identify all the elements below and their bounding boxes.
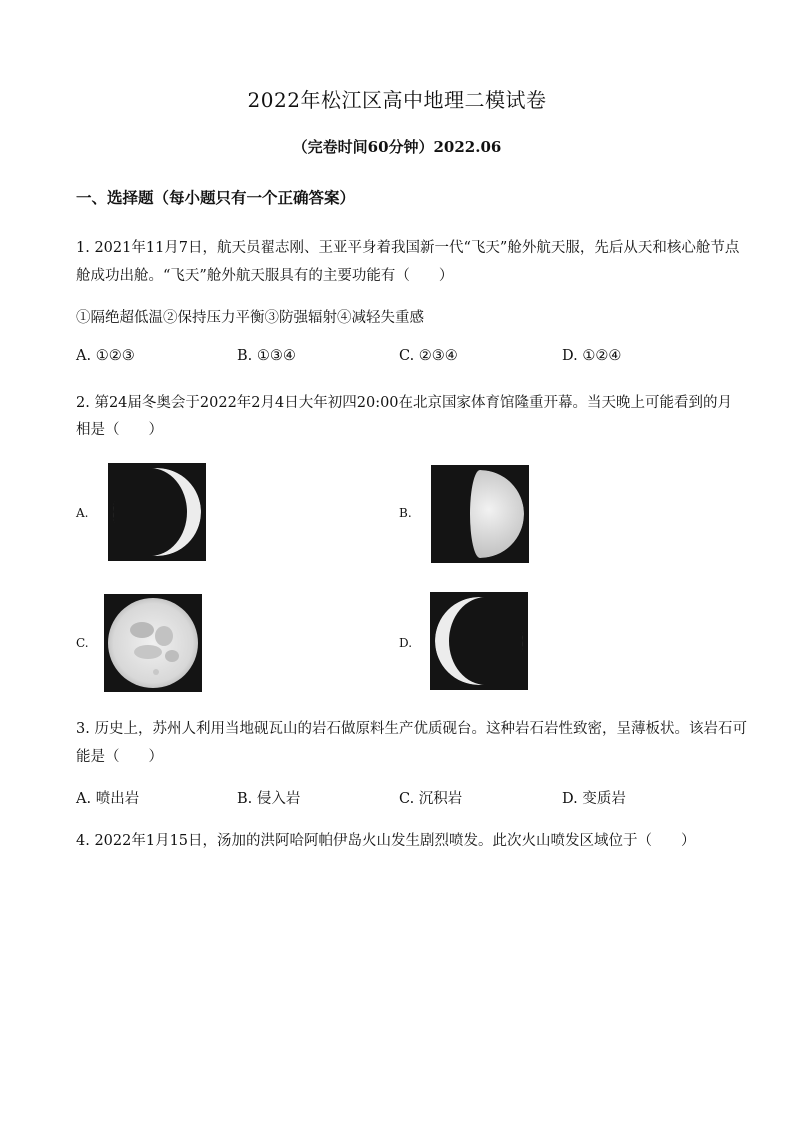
q1-statements: ①隔绝超低温②保持压力平衡③防强辐射④减轻失重感 [76,310,424,326]
exam-subtitle: （完卷时间60分钟）2022.06 [292,138,502,156]
section-heading: 一、选择题（每小题只有一个正确答案） [76,188,356,207]
q2-option-c-label[interactable]: C. [76,636,89,650]
q1-option-c[interactable]: C. ②③④ [399,348,458,364]
q1-option-d[interactable]: D. ①②④ [562,348,622,364]
q3-option-a[interactable]: A. 喷出岩 [76,791,140,807]
q2-text-line1: 2. 第24届冬奥会于2022年2月4日大年初四20:00在北京国家体育馆隆重开幕。当天晚上可能看到的月 [76,395,733,411]
q1-option-a[interactable]: A. ①②③ [76,348,135,364]
q2-option-b-label[interactable]: B. [399,506,412,520]
q1-option-b[interactable]: B. ①③④ [237,348,296,364]
q3-option-d[interactable]: D. 变质岩 [562,791,626,807]
waxing-gibbous-moon-icon[interactable] [431,465,529,563]
q1-text-line1: 1. 2021年11月7日，航天员翟志刚、王亚平身着我国新一代“飞天”舱外航天服，先后从天和核心舱节点 [76,240,740,256]
q3-option-c[interactable]: C. 沉积岩 [399,791,463,807]
q2-text-line2: 相是（ ） [76,422,163,438]
q4-text-line1: 4. 2022年1月15日，汤加的洪阿哈阿帕伊岛火山发生剧烈喷发。此次火山喷发区域位于（ ） [76,833,696,849]
full-moon-icon[interactable] [104,594,202,692]
q3-option-b[interactable]: B. 侵入岩 [237,791,301,807]
q2-option-d-label[interactable]: D. [399,636,413,650]
waxing-crescent-moon-icon[interactable] [108,463,206,561]
q3-text-line2: 能是（ ） [76,749,163,765]
q2-option-a-label[interactable]: A. [76,506,89,520]
waning-crescent-moon-icon[interactable] [430,592,528,690]
q1-text-line2: 舱成功出舱。“飞天”舱外航天服具有的主要功能有（ ） [76,268,454,284]
page-title: 2022年松江区高中地理二模试卷 [247,88,547,112]
q3-text-line1: 3. 历史上，苏州人利用当地砚瓦山的岩石做原料生产优质砚台。这种岩石岩性致密，呈薄板状。该岩石可 [76,721,747,737]
